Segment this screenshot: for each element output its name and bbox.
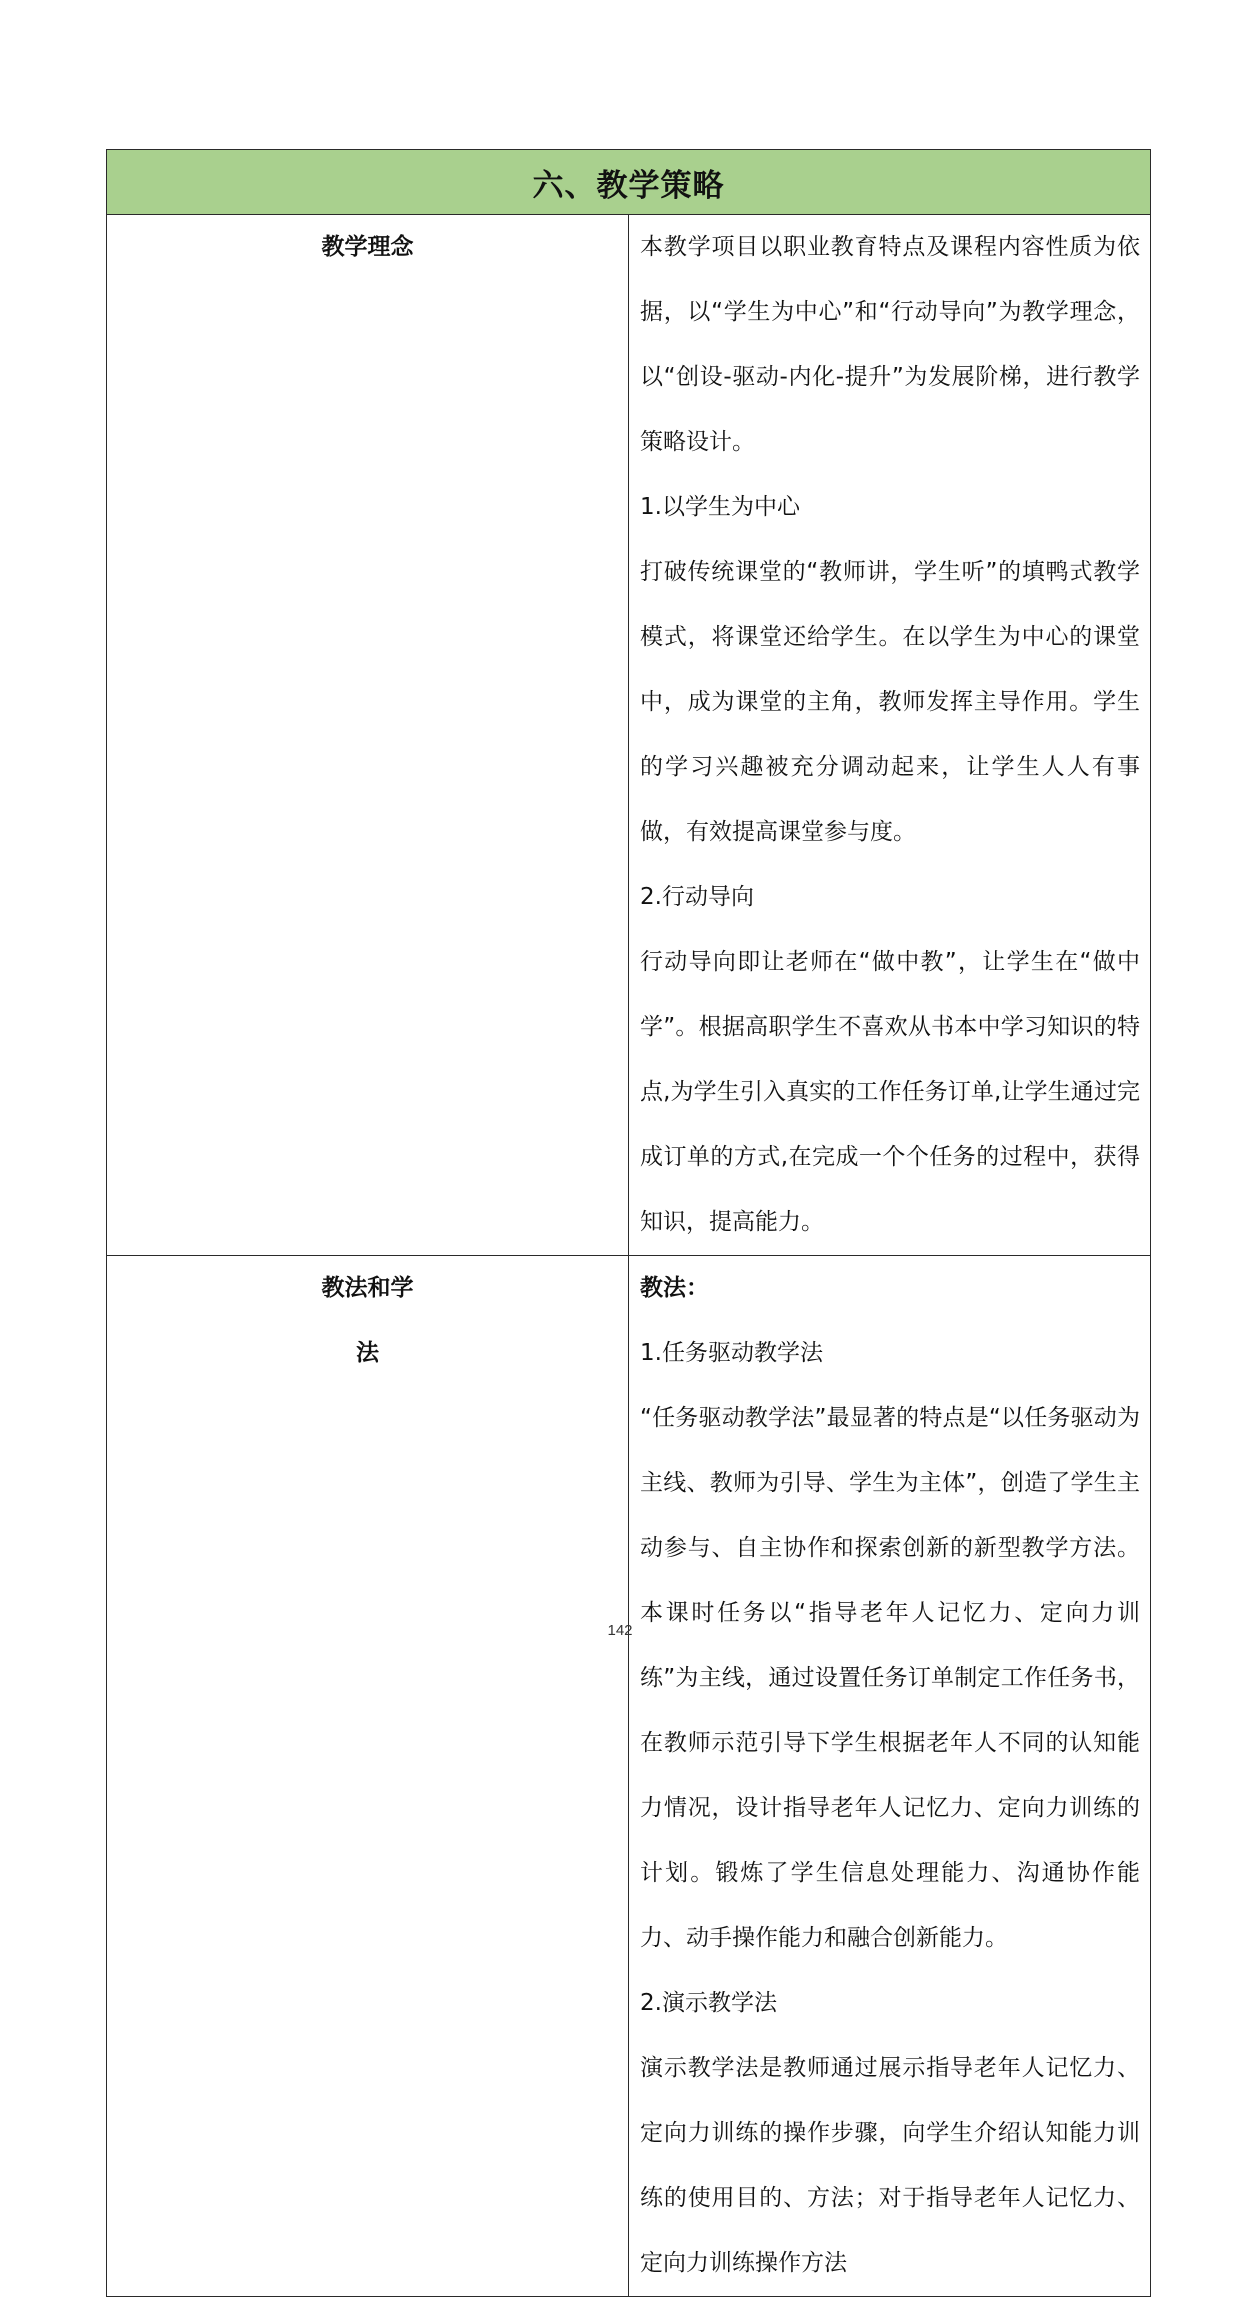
table-title: 六、教学策略 (107, 150, 1151, 215)
row-content (629, 1256, 1151, 2297)
teaching-strategy-table (106, 149, 1151, 2297)
paragraph: 演示教学法是教师通过展示指导老年人记忆力、定向力训练的操作步骤，向学生介绍认知能力训练的使用目的、方法；对于指导老年人记忆力、定向力训练操作方法 (640, 2055, 1140, 2276)
paragraph: 打破传统课堂的“教师讲，学生听”的填鸭式教学模式，将课堂还给学生。在以学生为中心的课堂中，成为课堂的主角，教师发挥主导作用。学生的学习兴趣被充分调动起来，让学生人人有事做，有效提高课堂参与度。 (640, 559, 1140, 845)
paragraph: 2.行动导向 (640, 884, 754, 910)
table-row-teaching-philosophy (107, 215, 1151, 1256)
page-number: 142 (607, 1622, 633, 1639)
row-label-line: 法 (356, 1340, 379, 1366)
paragraph: 1.任务驱动教学法 (640, 1340, 823, 1366)
table-header-row (107, 150, 1151, 215)
paragraph: “任务驱动教学法”最显著的特点是“以任务驱动为主线、教师为引导、学生为主体”，创造了学生主动参与、自主协作和探索创新的新型教学方法。本课时任务以“指导老年人记忆力、定向力训练”为主线，通过设置任务订单制定工作任务书，在教师示范引导下学生根据老年人不同的认知能力情况，设计指导老年人记忆力、定向力训练的计划。锻炼了学生信息处理能力、沟通协作能力、动手操作能力和融合创新能力。 (640, 1405, 1140, 1951)
paragraph: 本教学项目以职业教育特点及课程内容性质为依据，以“学生为中心”和“行动导向”为教学理念，以“创设-驱动-内化-提升”为发展阶梯，进行教学策略设计。 (640, 234, 1140, 455)
table-row-teaching-methods (107, 1256, 1151, 2297)
row-label (107, 1256, 629, 2297)
paragraph-heading: 教法： (640, 1275, 709, 1301)
paragraph: 2.演示教学法 (640, 1990, 777, 2016)
row-content (629, 215, 1151, 1256)
row-label-line: 教法和学 (321, 1275, 414, 1301)
row-label (107, 215, 629, 1256)
paragraph: 行动导向即让老师在“做中教”，让学生在“做中学”。根据高职学生不喜欢从书本中学习知识的特点,为学生引入真实的工作任务订单,让学生通过完成订单的方式,在完成一个个任务的过程中，获得知识，提高能力。 (640, 949, 1140, 1235)
paragraph: 1.以学生为中心 (640, 494, 800, 520)
row-label-line: 教学理念 (321, 234, 414, 260)
